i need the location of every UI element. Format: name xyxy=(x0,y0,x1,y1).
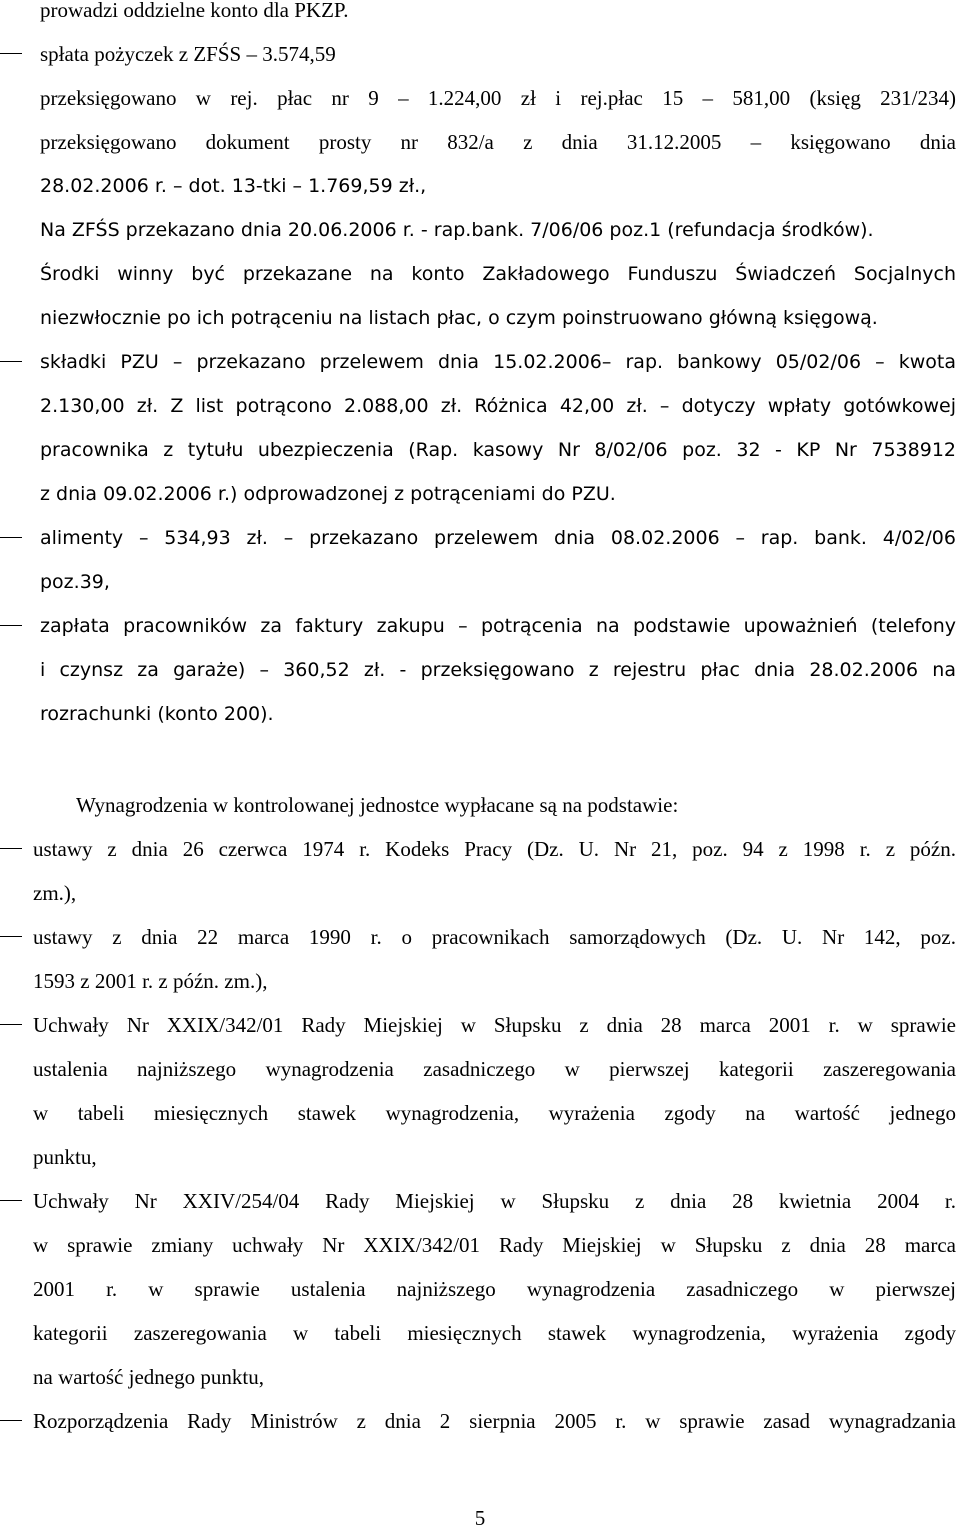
text-line: kategorii zaszeregowania w tabeli miesięcznych stawek wynagrodzenia, wyrażenia zgody xyxy=(33,1321,956,1345)
bullet-item: ustawy z dnia 22 marca 1990 r. o pracownikach samorządowych (Dz. U. Nr 142, poz. xyxy=(0,921,960,953)
text-line: ustalenia najniższego wynagrodzenia zasadniczego w pierwszej kategorii zaszeregowania xyxy=(33,1057,956,1081)
dash-bullet xyxy=(0,1420,22,1421)
text-line: niezwłocznie po ich potrąceniu na listach płac, o czym poinstruowano główną księgową. xyxy=(40,307,878,329)
dash-bullet xyxy=(0,1024,22,1025)
text-line: Środki winny być przekazane na konto Zakładowego Funduszu Świadczeń Socjalnych xyxy=(40,263,956,285)
bullet-item: ustawy z dnia 26 czerwca 1974 r. Kodeks Pracy (Dz. U. Nr 21, poz. 94 z 1998 r. z późn. xyxy=(0,833,960,865)
text-line: prowadzi oddzielne konto dla PKZP. xyxy=(40,0,349,22)
dash-bullet xyxy=(0,625,22,626)
bullet-item: składki PZU – przekazano przelewem dnia 15.02.2006– rap. bankowy 05/02/06 – kwota xyxy=(0,346,960,378)
text-line: na wartość jednego punktu, xyxy=(33,1365,264,1389)
text-line: z dnia 09.02.2006 r.) odprowadzonej z potrąceniami do PZU. xyxy=(40,483,616,505)
bullet-item: zapłata pracowników za faktury zakupu – potrącenia na podstawie upoważnień (telefony xyxy=(0,610,960,642)
text-line: zm.), xyxy=(33,881,77,905)
bullet-item: Rozporządzenia Rady Ministrów z dnia 2 sierpnia 2005 r. w sprawie zasad wynagradzania xyxy=(0,1405,960,1437)
page-number: 5 xyxy=(474,1506,486,1530)
dash-bullet xyxy=(0,53,22,54)
dash-bullet xyxy=(0,936,22,937)
text-line: w tabeli miesięcznych stawek wynagrodzenia, wyrażenia zgody na wartość jednego xyxy=(33,1101,956,1125)
text-line: i czynsz za garaże) – 360,52 zł. - przeksięgowano z rejestru płac dnia 28.02.2006 na xyxy=(40,659,956,681)
text-line: w sprawie zmiany uchwały Nr XXIX/342/01 Rady Miejskiej w Słupsku z dnia 28 marca xyxy=(33,1233,956,1257)
bullet-item: spłata pożyczek z ZFŚS – 3.574,59 xyxy=(0,38,960,70)
bullet-item: alimenty – 534,93 zł. – przekazano przelewem dnia 08.02.2006 – rap. bank. 4/02/06 xyxy=(0,522,960,554)
text-line: 2.130,00 zł. Z list potrącono 2.088,00 zł. Różnica 42,00 zł. – dotyczy wpłaty gotówkowej xyxy=(40,395,956,417)
text-line: punktu, xyxy=(33,1145,97,1169)
text-line: pracownika z tytułu ubezpieczenia (Rap. kasowy Nr 8/02/06 poz. 32 - KP Nr 7538912 xyxy=(40,439,956,461)
dash-bullet xyxy=(0,361,22,362)
bullet-item: Uchwały Nr XXIX/342/01 Rady Miejskiej w Słupsku z dnia 28 marca 2001 r. w sprawie xyxy=(0,1009,960,1041)
section-intro: Wynagrodzenia w kontrolowanej jednostce wypłacane są na podstawie: xyxy=(76,793,679,817)
dash-bullet xyxy=(0,537,22,538)
text-line: rozrachunki (konto 200). xyxy=(40,703,274,725)
dash-bullet xyxy=(0,1200,22,1201)
dash-bullet xyxy=(0,848,22,849)
bullet-item: Uchwały Nr XXIV/254/04 Rady Miejskiej w Słupsku z dnia 28 kwietnia 2004 r. xyxy=(0,1185,960,1217)
text-line: przeksięgowano w rej. płac nr 9 – 1.224,00 zł i rej.płac 15 – 581,00 (księg 231/234) xyxy=(40,86,956,110)
text-line: 28.02.2006 r. – dot. 13-tki – 1.769,59 zł., xyxy=(40,175,427,197)
text-line: przeksięgowano dokument prosty nr 832/a z dnia 31.12.2005 – księgowano dnia xyxy=(40,130,956,154)
text-line: 1593 z 2001 r. z późn. zm.), xyxy=(33,969,268,993)
text-line: Na ZFŚS przekazano dnia 20.06.2006 r. - rap.bank. 7/06/06 poz.1 (refundacja środków). xyxy=(40,219,874,241)
text-line: poz.39, xyxy=(40,571,110,593)
text-line: 2001 r. w sprawie ustalenia najniższego wynagrodzenia zasadniczego w pierwszej xyxy=(33,1277,956,1301)
